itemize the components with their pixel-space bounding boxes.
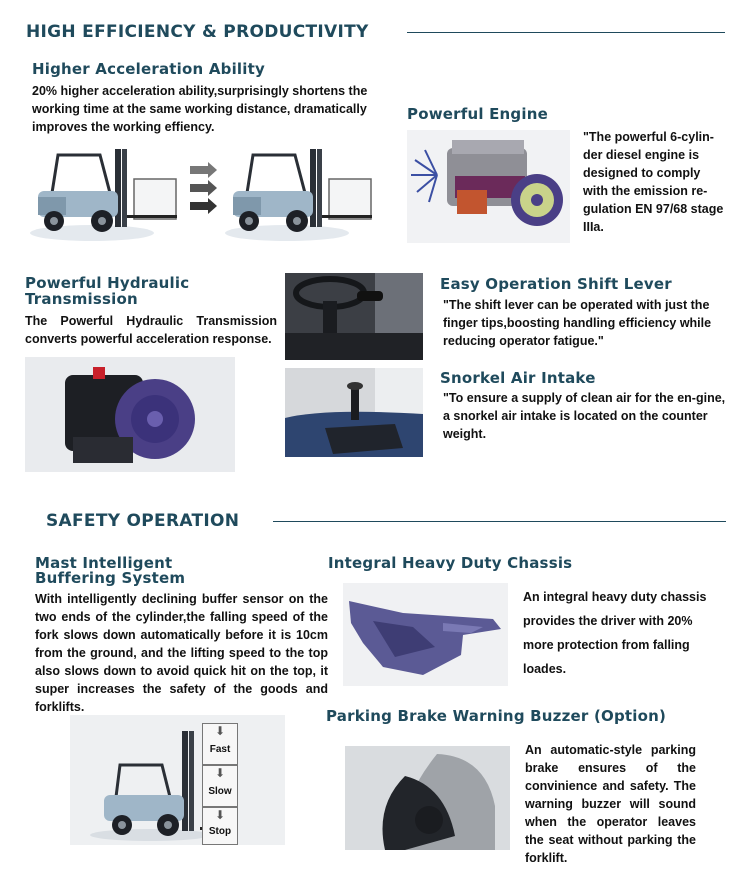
acceleration-text: 20% higher acceleration ability,surprisingly shortens the working time at the same working distance, dramatically improves the working effiency. xyxy=(32,84,368,134)
speed-box-slow xyxy=(202,765,238,807)
forklift-image-right xyxy=(225,145,380,245)
hydraulic-title-line2: Transmission xyxy=(25,290,138,308)
section-title-efficiency: HIGH EFFICIENCY & PRODUCTIVITY xyxy=(26,22,369,42)
speed-box-fast xyxy=(202,723,238,765)
shift-lever-image xyxy=(285,273,423,360)
down-arrow-icon: ⬇ xyxy=(214,724,226,738)
shift-lever-title: Easy Operation Shift Lever xyxy=(440,275,672,293)
chassis-text: An integral heavy duty chassis provides the driver with 20% more protection from falling loades. xyxy=(523,590,707,676)
speed-label-slow: Slow xyxy=(208,786,232,797)
engine-title: Powerful Engine xyxy=(407,105,548,123)
down-arrow-icon: ⬇ xyxy=(214,808,226,822)
speed-box-stop xyxy=(202,807,238,845)
section-rule-safety xyxy=(273,521,726,522)
mast-title-line1: Mast Intelligent xyxy=(35,554,173,572)
parking-text: An automatic-style parking brake ensures of the convinience and safety. The warning buzzer will sound when the operator leaves the seat without parking the forklift. xyxy=(525,743,696,865)
mast-text: With intelligently declining buffer sensor on the two ends of the cylinder,the falling speed of the fork slows down automatically before it is 10cm from the ground, and the lifting speed to the top also slows down to avoid quick hit on the top, it super increases the safety of the goods and forklifts. xyxy=(35,592,328,714)
speed-label-stop: Stop xyxy=(208,826,232,837)
forklift-image-left xyxy=(30,145,180,245)
progress-arrows-icon xyxy=(188,162,218,214)
down-arrow-icon: ⬇ xyxy=(214,766,226,780)
hydraulic-text: The Powerful Hydraulic Transmission converts powerful acceleration response. xyxy=(25,314,277,346)
transmission-image xyxy=(25,357,235,472)
acceleration-title: Higher Acceleration Ability xyxy=(32,60,265,78)
snorkel-title: Snorkel Air Intake xyxy=(440,369,596,387)
hydraulic-title-line1: Powerful Hydraulic xyxy=(25,274,190,292)
parking-brake-image xyxy=(345,746,510,850)
section-rule-efficiency xyxy=(407,32,725,33)
speed-label-fast: Fast xyxy=(209,744,231,755)
snorkel-image xyxy=(285,368,423,457)
chassis-image xyxy=(343,583,508,686)
shift-lever-text: "The shift lever can be operated with just the finger tips,boosting handling efficiency while reducing operator fatigue." xyxy=(443,298,712,348)
mast-buffer-image xyxy=(70,715,285,845)
section-title-safety: SAFETY OPERATION xyxy=(46,511,240,531)
snorkel-text: "To ensure a supply of clean air for the en-gine, a snorkel air intake is located on the counter weight. xyxy=(443,391,726,441)
chassis-title: Integral Heavy Duty Chassis xyxy=(328,554,573,572)
engine-text: "The powerful 6-cylin-der diesel engine is designed to comply with the emission re-gulation EN 97/68 stage IIIa. xyxy=(583,130,724,234)
engine-image xyxy=(407,130,570,243)
parking-title: Parking Brake Warning Buzzer (Option) xyxy=(326,707,667,725)
mast-title-line2: Buffering System xyxy=(35,569,186,587)
